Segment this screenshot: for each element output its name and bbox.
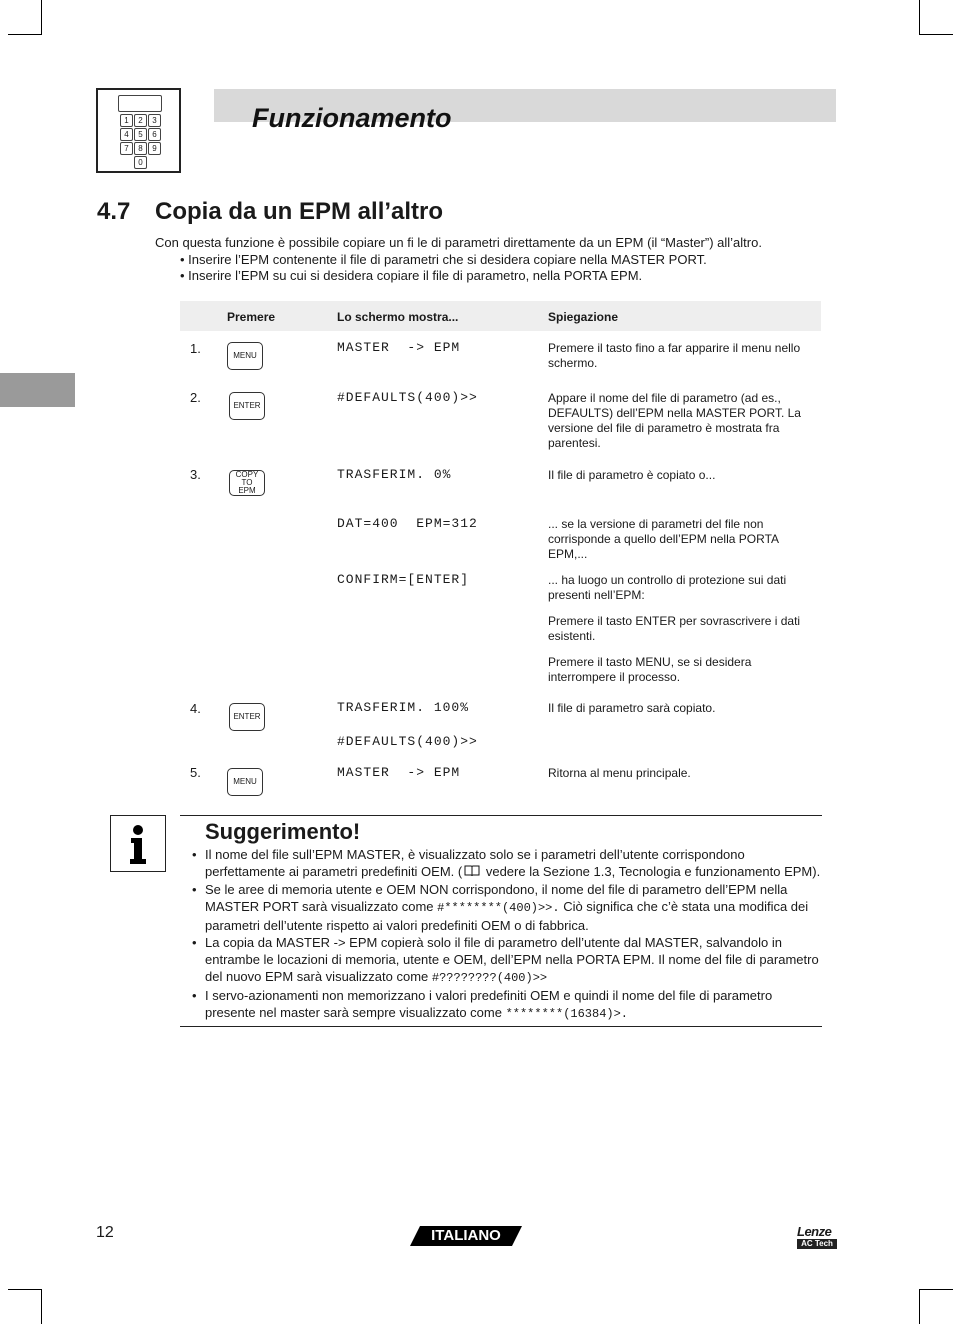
language-label: ITALIANO — [431, 1227, 501, 1244]
col-header-display: Lo schermo mostra... — [337, 310, 459, 324]
step-explanation: Il file di parametro è copiato o... — [548, 468, 716, 482]
intro-bullet: • Inserire l’EPM contenente il file di parametri che si desidera copiare nella MASTER PORT. — [180, 252, 707, 267]
page-header-title: Funzionamento — [252, 103, 452, 133]
step-explanation: Il file di parametro sarà copiato. — [548, 701, 716, 715]
lcd-display: TRASFERIM. 100% — [337, 700, 470, 715]
step-explanation: ... ha luogo un controllo di protezione sui dati presenti nell’EPM: — [548, 573, 787, 602]
keypad-key: 8 — [134, 142, 147, 155]
menu-key-icon: MENU — [227, 768, 263, 796]
book-icon — [464, 864, 480, 881]
lcd-display: DAT=400 EPM=312 — [337, 516, 478, 531]
tip-bullet: • I servo-azionamenti non memorizzano i valori predefiniti OEM e quindi il nome del file di parametro presente nel master sarà sempre visualizzato come ********(16384)>. — [192, 987, 822, 1023]
crop-mark — [8, 1289, 42, 1290]
side-tab — [0, 373, 75, 407]
enter-key-icon: ENTER — [229, 392, 265, 420]
tip-bullet: • La copia da MASTER -> EPM copierà solo il file di parametro dell’utente dal MASTER, salvandolo in entrambe le locazioni di memoria, utente e OEM, dell’EPM nella PORTA EPM. Il nome del file di parametro del nuovo EPM sarà visualizzato come #????????(400)>> — [192, 934, 822, 987]
step-number: 2. — [190, 390, 201, 405]
step-explanation: Appare il nome del file di parametro (ad es., DEFAULTS) dell’EPM nella MASTER PORT. La versione del file di parametro è mostrata fra parentesi. — [548, 391, 801, 450]
tip-bullets — [192, 846, 822, 1023]
menu-key-icon: MENU — [227, 342, 263, 370]
intro-text: Con questa funzione è possibile copiare un fi le di parametri direttamente da un EPM (il “Master”) all’altro. — [155, 235, 762, 250]
keypad-key: 5 — [134, 128, 147, 141]
keypad-key: 0 — [134, 156, 147, 169]
step-explanation: Ritorna al menu principale. — [548, 766, 691, 780]
step-explanation-extra: Premere il tasto MENU, se si desidera interrompere il processo. — [548, 655, 752, 684]
lcd-display: MASTER -> EPM — [337, 765, 461, 780]
tip-top-rule — [180, 815, 822, 816]
step-explanation: ... se la versione di parametri del file non corrisponde a quello dell’EPM nella PORTA EPM,... — [548, 517, 779, 561]
crop-mark — [919, 34, 953, 35]
step-explanation-extra: Premere il tasto ENTER per sovrascrivere i dati esistenti. — [548, 614, 801, 643]
lcd-display: #DEFAULTS(400)>> — [337, 734, 478, 749]
col-header-explanation: Spiegazione — [548, 310, 619, 324]
crop-mark — [8, 34, 42, 35]
lcd-display: TRASFERIM. 0% — [337, 467, 452, 482]
keypad-key: 4 — [120, 128, 133, 141]
enter-key-icon: ENTER — [229, 703, 265, 731]
language-badge — [410, 1226, 522, 1246]
page-number: 12 — [96, 1224, 114, 1241]
crop-mark — [41, 0, 42, 34]
crop-mark — [919, 0, 920, 34]
col-header-press: Premere — [227, 310, 276, 324]
section-number: 4.7 — [97, 198, 131, 225]
intro-bullet: • Inserire l’EPM su cui si desidera copiare il file di parametro, nella PORTA EPM. — [180, 268, 642, 283]
step-explanation: Premere il tasto fino a far apparire il menu nello schermo. — [548, 341, 801, 370]
tip-title: Suggerimento! — [205, 819, 361, 844]
keypad-icon — [96, 88, 181, 173]
tip-bullet: • Se le aree di memoria utente e OEM NON corrispondono, il nome del file di parametro dell’EPM nella MASTER PORT sarà visualizzato come #********(400)>>. Ciò significa che c’è stata una modifica dei parametri dell’utente rispetto ai valori predefiniti OEM o di fabbrica. — [192, 881, 822, 934]
copy-to-epm-key-icon: COPY TO EPM — [229, 470, 265, 496]
crop-mark — [41, 1290, 42, 1324]
step-number: 3. — [190, 467, 201, 482]
logo-sub: AC Tech — [797, 1239, 837, 1249]
tip-bottom-rule — [180, 1026, 822, 1027]
step-number: 4. — [190, 701, 201, 716]
info-icon — [110, 815, 166, 872]
step-number: 1. — [190, 341, 201, 356]
crop-mark — [919, 1290, 920, 1324]
keypad-key: 9 — [148, 142, 161, 155]
keypad-key: 7 — [120, 142, 133, 155]
tip-bullet: • Il nome del file sull’EPM MASTER, è visualizzato solo se i parametri dell’utente corrispondono perfettamente ai parametri predefiniti OEM. ( vedere la Sezione 1.3, Tecnologia e funzionamento EPM). — [192, 846, 822, 881]
lcd-display: CONFIRM=[ENTER] — [337, 572, 470, 587]
crop-mark — [919, 1289, 953, 1290]
table-header — [180, 301, 821, 331]
step-number: 5. — [190, 765, 201, 780]
keypad-key: 6 — [148, 128, 161, 141]
lcd-display: #DEFAULTS(400)>> — [337, 390, 478, 405]
section-title: Copia da un EPM all’altro — [155, 198, 444, 225]
logo-brand: Lenze — [797, 1224, 832, 1239]
keypad-key: 1 — [120, 114, 133, 127]
keypad-key: 3 — [148, 114, 161, 127]
lcd-display: MASTER -> EPM — [337, 340, 461, 355]
lenze-logo — [797, 1224, 837, 1249]
keypad-key: 2 — [134, 114, 147, 127]
